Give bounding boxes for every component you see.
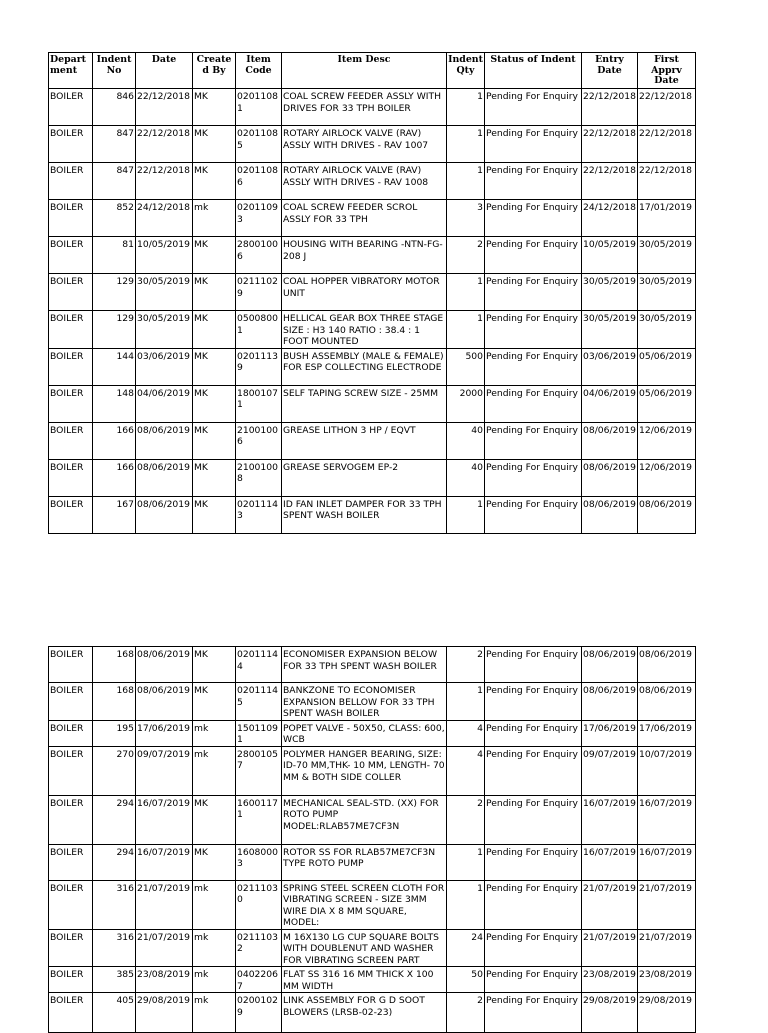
first-apprv-date-cell: 30/05/2019 [638, 311, 696, 349]
created-by-cell: MK [193, 459, 236, 496]
table-row [49, 422, 696, 459]
item-code-cell: 02011145 [236, 683, 282, 721]
entry-date-cell: 08/06/2019 [582, 647, 638, 683]
department-cell: BOILER [49, 422, 93, 459]
entry-date-cell: 24/12/2018 [582, 200, 638, 237]
header-cell: Created By [193, 53, 236, 89]
item-code-cell: 21001008 [236, 459, 282, 496]
department-cell: BOILER [49, 746, 93, 795]
table-row [49, 274, 696, 311]
indent-qty-cell: 4 [447, 720, 485, 746]
created-by-cell: MK [193, 126, 236, 163]
item-code-cell: 28001057 [236, 746, 282, 795]
item-desc-cell: ROTARY AIRLOCK VALVE (RAV) ASSLY WITH DRIVES - RAV 1008 [282, 163, 447, 200]
first-apprv-date-cell: 08/06/2019 [638, 496, 696, 533]
item-code-cell: 02001029 [236, 993, 282, 1033]
table-row [49, 720, 696, 746]
entry-date-cell: 22/12/2018 [582, 89, 638, 126]
status-cell: Pending For Enquiry [485, 746, 582, 795]
item-desc-cell: ID FAN INLET DAMPER FOR 33 TPH SPENT WASH BOILER [282, 496, 447, 533]
item-code-cell: 02011144 [236, 647, 282, 683]
item-desc-cell: POPET VALVE - 50X50, CLASS: 600, WCB [282, 720, 447, 746]
status-cell: Pending For Enquiry [485, 844, 582, 880]
status-cell: Pending For Enquiry [485, 200, 582, 237]
first-apprv-date-cell: 22/12/2018 [638, 163, 696, 200]
date-cell: 29/08/2019 [136, 993, 193, 1033]
indent-no-cell: 294 [93, 844, 136, 880]
first-apprv-date-cell: 05/06/2019 [638, 348, 696, 385]
first-apprv-date-cell: 17/06/2019 [638, 720, 696, 746]
indent-no-cell: 168 [93, 647, 136, 683]
entry-date-cell: 16/07/2019 [582, 844, 638, 880]
indent-qty-cell: 1 [447, 89, 485, 126]
item-code-cell: 02011139 [236, 348, 282, 385]
item-desc-cell: POLYMER HANGER BEARING, SIZE: ID-70 MM,THK- 10 MM, LENGTH- 70 MM & BOTH SIDE COLLER [282, 746, 447, 795]
created-by-cell: MK [193, 683, 236, 721]
date-cell: 04/06/2019 [136, 385, 193, 422]
indent-qty-cell: 1 [447, 311, 485, 349]
item-code-cell: 02011085 [236, 126, 282, 163]
header-cell: Indent Qty [447, 53, 485, 89]
item-code-cell: 02111029 [236, 274, 282, 311]
first-apprv-date-cell: 05/06/2019 [638, 385, 696, 422]
indent-qty-cell: 3 [447, 200, 485, 237]
first-apprv-date-cell: 10/07/2019 [638, 746, 696, 795]
date-cell: 22/12/2018 [136, 89, 193, 126]
status-cell: Pending For Enquiry [485, 348, 582, 385]
department-cell: BOILER [49, 200, 93, 237]
table-row [49, 993, 696, 1033]
entry-date-cell: 30/05/2019 [582, 311, 638, 349]
item-desc-cell: FLAT SS 316 16 MM THICK X 100 MM WIDTH [282, 967, 447, 993]
created-by-cell: MK [193, 647, 236, 683]
entry-date-cell: 21/07/2019 [582, 880, 638, 929]
indent-no-cell: 167 [93, 496, 136, 533]
status-cell: Pending For Enquiry [485, 993, 582, 1033]
table-row [49, 967, 696, 993]
indent-qty-cell: 1 [447, 274, 485, 311]
status-cell: Pending For Enquiry [485, 880, 582, 929]
entry-date-cell: 10/05/2019 [582, 237, 638, 274]
created-by-cell: MK [193, 348, 236, 385]
entry-date-cell: 29/08/2019 [582, 993, 638, 1033]
table-row [49, 795, 696, 844]
status-cell: Pending For Enquiry [485, 795, 582, 844]
indent-qty-cell: 1 [447, 880, 485, 929]
department-cell: BOILER [49, 459, 93, 496]
indent-table-2 [48, 646, 696, 1033]
department-cell: BOILER [49, 880, 93, 929]
indent-no-cell: 166 [93, 422, 136, 459]
table-row [49, 348, 696, 385]
table-row [49, 311, 696, 349]
item-code-cell: 18001071 [236, 385, 282, 422]
department-cell: BOILER [49, 929, 93, 967]
indent-qty-cell: 1 [447, 683, 485, 721]
created-by-cell: mk [193, 720, 236, 746]
status-cell: Pending For Enquiry [485, 163, 582, 200]
indent-no-cell: 846 [93, 89, 136, 126]
indent-qty-cell: 2 [447, 993, 485, 1033]
header-cell: First Apprv Date [638, 53, 696, 89]
department-cell: BOILER [49, 348, 93, 385]
date-cell: 08/06/2019 [136, 422, 193, 459]
created-by-cell: MK [193, 496, 236, 533]
first-apprv-date-cell: 12/06/2019 [638, 459, 696, 496]
entry-date-cell: 22/12/2018 [582, 126, 638, 163]
status-cell: Pending For Enquiry [485, 459, 582, 496]
item-code-cell: 28001006 [236, 237, 282, 274]
first-apprv-date-cell: 30/05/2019 [638, 237, 696, 274]
first-apprv-date-cell: 23/08/2019 [638, 967, 696, 993]
indent-no-cell: 316 [93, 929, 136, 967]
first-apprv-date-cell: 22/12/2018 [638, 89, 696, 126]
date-cell: 08/06/2019 [136, 683, 193, 721]
item-code-cell: 04022067 [236, 967, 282, 993]
table-row [49, 647, 696, 683]
item-code-cell: 02111030 [236, 880, 282, 929]
status-cell: Pending For Enquiry [485, 967, 582, 993]
indent-no-cell: 847 [93, 126, 136, 163]
created-by-cell: MK [193, 844, 236, 880]
table-row [49, 929, 696, 967]
indent-qty-cell: 40 [447, 422, 485, 459]
item-code-cell: 02011143 [236, 496, 282, 533]
first-apprv-date-cell: 22/12/2018 [638, 126, 696, 163]
item-code-cell: 15011091 [236, 720, 282, 746]
item-code-cell: 02011086 [236, 163, 282, 200]
table-row [49, 163, 696, 200]
header-cell: Status of Indent [485, 53, 582, 89]
status-cell: Pending For Enquiry [485, 89, 582, 126]
indent-no-cell: 168 [93, 683, 136, 721]
indent-no-cell: 847 [93, 163, 136, 200]
date-cell: 16/07/2019 [136, 795, 193, 844]
header-cell: Entry Date [582, 53, 638, 89]
indent-no-cell: 166 [93, 459, 136, 496]
department-cell: BOILER [49, 89, 93, 126]
item-code-cell: 21001006 [236, 422, 282, 459]
entry-date-cell: 22/12/2018 [582, 163, 638, 200]
item-desc-cell: MECHANICAL SEAL-STD. (XX) FOR ROTO PUMP MODEL:RLAB57ME7CF3N [282, 795, 447, 844]
entry-date-cell: 08/06/2019 [582, 683, 638, 721]
date-cell: 17/06/2019 [136, 720, 193, 746]
table-row [49, 385, 696, 422]
created-by-cell: mk [193, 746, 236, 795]
date-cell: 08/06/2019 [136, 647, 193, 683]
date-cell: 10/05/2019 [136, 237, 193, 274]
created-by-cell: MK [193, 795, 236, 844]
item-code-cell: 16080003 [236, 844, 282, 880]
department-cell: BOILER [49, 237, 93, 274]
first-apprv-date-cell: 21/07/2019 [638, 929, 696, 967]
table-row [49, 844, 696, 880]
indent-qty-cell: 1 [447, 126, 485, 163]
item-desc-cell: BUSH ASSEMBLY (MALE & FEMALE) FOR ESP COLLECTING ELECTRODE [282, 348, 447, 385]
item-code-cell: 02111032 [236, 929, 282, 967]
indent-no-cell: 129 [93, 311, 136, 349]
department-cell: BOILER [49, 163, 93, 200]
first-apprv-date-cell: 21/07/2019 [638, 880, 696, 929]
department-cell: BOILER [49, 274, 93, 311]
indent-qty-cell: 2 [447, 795, 485, 844]
created-by-cell: MK [193, 422, 236, 459]
status-cell: Pending For Enquiry [485, 126, 582, 163]
entry-date-cell: 04/06/2019 [582, 385, 638, 422]
first-apprv-date-cell: 16/07/2019 [638, 844, 696, 880]
created-by-cell: MK [193, 385, 236, 422]
table-row [49, 746, 696, 795]
item-desc-cell: ECONOMISER EXPANSION BELOW FOR 33 TPH SPENT WASH BOILER [282, 647, 447, 683]
date-cell: 23/08/2019 [136, 967, 193, 993]
date-cell: 24/12/2018 [136, 200, 193, 237]
indent-no-cell: 270 [93, 746, 136, 795]
indent-qty-cell: 2 [447, 237, 485, 274]
entry-date-cell: 09/07/2019 [582, 746, 638, 795]
status-cell: Pending For Enquiry [485, 237, 582, 274]
status-cell: Pending For Enquiry [485, 311, 582, 349]
header-cell: Depart ment [49, 53, 93, 89]
status-cell: Pending For Enquiry [485, 274, 582, 311]
indent-no-cell: 405 [93, 993, 136, 1033]
item-desc-cell: GREASE SERVOGEM EP-2 [282, 459, 447, 496]
entry-date-cell: 30/05/2019 [582, 274, 638, 311]
table-row [49, 237, 696, 274]
department-cell: BOILER [49, 795, 93, 844]
department-cell: BOILER [49, 993, 93, 1033]
indent-qty-cell: 1 [447, 163, 485, 200]
indent-qty-cell: 24 [447, 929, 485, 967]
date-cell: 22/12/2018 [136, 126, 193, 163]
indent-no-cell: 195 [93, 720, 136, 746]
header-cell: Indent No [93, 53, 136, 89]
first-apprv-date-cell: 29/08/2019 [638, 993, 696, 1033]
department-cell: BOILER [49, 126, 93, 163]
indent-no-cell: 852 [93, 200, 136, 237]
item-desc-cell: M 16X130 LG CUP SQUARE BOLTS WITH DOUBLENUT AND WASHER FOR VIBRATING SCREEN PART [282, 929, 447, 967]
indent-qty-cell: 1 [447, 496, 485, 533]
item-desc-cell: ROTARY AIRLOCK VALVE (RAV) ASSLY WITH DRIVES - RAV 1007 [282, 126, 447, 163]
table-row [49, 459, 696, 496]
status-cell: Pending For Enquiry [485, 683, 582, 721]
created-by-cell: MK [193, 163, 236, 200]
department-cell: BOILER [49, 844, 93, 880]
entry-date-cell: 23/08/2019 [582, 967, 638, 993]
item-code-cell: 16001171 [236, 795, 282, 844]
item-desc-cell: HELLICAL GEAR BOX THREE STAGE SIZE : H3 140 RATIO : 38.4 : 1 FOOT MOUNTED [282, 311, 447, 349]
indent-no-cell: 148 [93, 385, 136, 422]
item-code-cell: 02011081 [236, 89, 282, 126]
indent-no-cell: 144 [93, 348, 136, 385]
first-apprv-date-cell: 12/06/2019 [638, 422, 696, 459]
table-row [49, 200, 696, 237]
item-code-cell: 02011093 [236, 200, 282, 237]
first-apprv-date-cell: 16/07/2019 [638, 795, 696, 844]
created-by-cell: mk [193, 967, 236, 993]
entry-date-cell: 16/07/2019 [582, 795, 638, 844]
created-by-cell: mk [193, 880, 236, 929]
status-cell: Pending For Enquiry [485, 422, 582, 459]
department-cell: BOILER [49, 311, 93, 349]
date-cell: 21/07/2019 [136, 929, 193, 967]
item-desc-cell: HOUSING WITH BEARING -NTN-FG-208 J [282, 237, 447, 274]
first-apprv-date-cell: 08/06/2019 [638, 683, 696, 721]
created-by-cell: MK [193, 274, 236, 311]
date-cell: 16/07/2019 [136, 844, 193, 880]
created-by-cell: MK [193, 89, 236, 126]
item-desc-cell: SELF TAPING SCREW SIZE - 25MM [282, 385, 447, 422]
header-cell: Date [136, 53, 193, 89]
indent-no-cell: 129 [93, 274, 136, 311]
indent-qty-cell: 40 [447, 459, 485, 496]
status-cell: Pending For Enquiry [485, 720, 582, 746]
date-cell: 22/12/2018 [136, 163, 193, 200]
department-cell: BOILER [49, 385, 93, 422]
item-desc-cell: LINK ASSEMBLY FOR G D SOOT BLOWERS (LRSB-02-23) [282, 993, 447, 1033]
table-row [49, 880, 696, 929]
item-desc-cell: COAL SCREW FEEDER ASSLY WITH DRIVES FOR 33 TPH BOILER [282, 89, 447, 126]
date-cell: 30/05/2019 [136, 274, 193, 311]
table-row [49, 126, 696, 163]
created-by-cell: MK [193, 237, 236, 274]
status-cell: Pending For Enquiry [485, 385, 582, 422]
entry-date-cell: 08/06/2019 [582, 496, 638, 533]
indent-no-cell: 81 [93, 237, 136, 274]
status-cell: Pending For Enquiry [485, 496, 582, 533]
created-by-cell: mk [193, 929, 236, 967]
date-cell: 08/06/2019 [136, 496, 193, 533]
department-cell: BOILER [49, 683, 93, 721]
indent-qty-cell: 50 [447, 967, 485, 993]
item-desc-cell: BANKZONE TO ECONOMISER EXPANSION BELLOW FOR 33 TPH SPENT WASH BOILER [282, 683, 447, 721]
first-apprv-date-cell: 30/05/2019 [638, 274, 696, 311]
indent-no-cell: 294 [93, 795, 136, 844]
department-cell: BOILER [49, 720, 93, 746]
item-code-cell: 05008001 [236, 311, 282, 349]
indent-qty-cell: 2000 [447, 385, 485, 422]
created-by-cell: mk [193, 200, 236, 237]
department-cell: BOILER [49, 647, 93, 683]
indent-qty-cell: 4 [447, 746, 485, 795]
created-by-cell: mk [193, 993, 236, 1033]
date-cell: 21/07/2019 [136, 880, 193, 929]
item-desc-cell: GREASE LITHON 3 HP / EQVT [282, 422, 447, 459]
created-by-cell: MK [193, 311, 236, 349]
item-desc-cell: ROTOR SS FOR RLAB57ME7CF3N TYPE ROTO PUMP [282, 844, 447, 880]
indent-no-cell: 385 [93, 967, 136, 993]
status-cell: Pending For Enquiry [485, 929, 582, 967]
entry-date-cell: 03/06/2019 [582, 348, 638, 385]
item-desc-cell: SPRING STEEL SCREEN CLOTH FOR VIBRATING SCREEN - SIZE 3MM WIRE DIA X 8 MM SQUARE, MODEL: [282, 880, 447, 929]
department-cell: BOILER [49, 496, 93, 533]
entry-date-cell: 21/07/2019 [582, 929, 638, 967]
header-cell: Item Code [236, 53, 282, 89]
status-cell: Pending For Enquiry [485, 647, 582, 683]
entry-date-cell: 17/06/2019 [582, 720, 638, 746]
table-row [49, 496, 696, 533]
date-cell: 03/06/2019 [136, 348, 193, 385]
table-row [49, 89, 696, 126]
header-row [49, 53, 696, 89]
header-cell: Item Desc [282, 53, 447, 89]
indent-no-cell: 316 [93, 880, 136, 929]
item-desc-cell: COAL HOPPER VIBRATORY MOTOR UNIT [282, 274, 447, 311]
indent-table-1 [48, 52, 696, 534]
department-cell: BOILER [49, 967, 93, 993]
indent-qty-cell: 1 [447, 844, 485, 880]
date-cell: 08/06/2019 [136, 459, 193, 496]
table-row [49, 683, 696, 721]
date-cell: 09/07/2019 [136, 746, 193, 795]
indent-qty-cell: 500 [447, 348, 485, 385]
entry-date-cell: 08/06/2019 [582, 422, 638, 459]
first-apprv-date-cell: 08/06/2019 [638, 647, 696, 683]
date-cell: 30/05/2019 [136, 311, 193, 349]
first-apprv-date-cell: 17/01/2019 [638, 200, 696, 237]
entry-date-cell: 08/06/2019 [582, 459, 638, 496]
indent-qty-cell: 2 [447, 647, 485, 683]
item-desc-cell: COAL SCREW FEEDER SCROL ASSLY FOR 33 TPH [282, 200, 447, 237]
